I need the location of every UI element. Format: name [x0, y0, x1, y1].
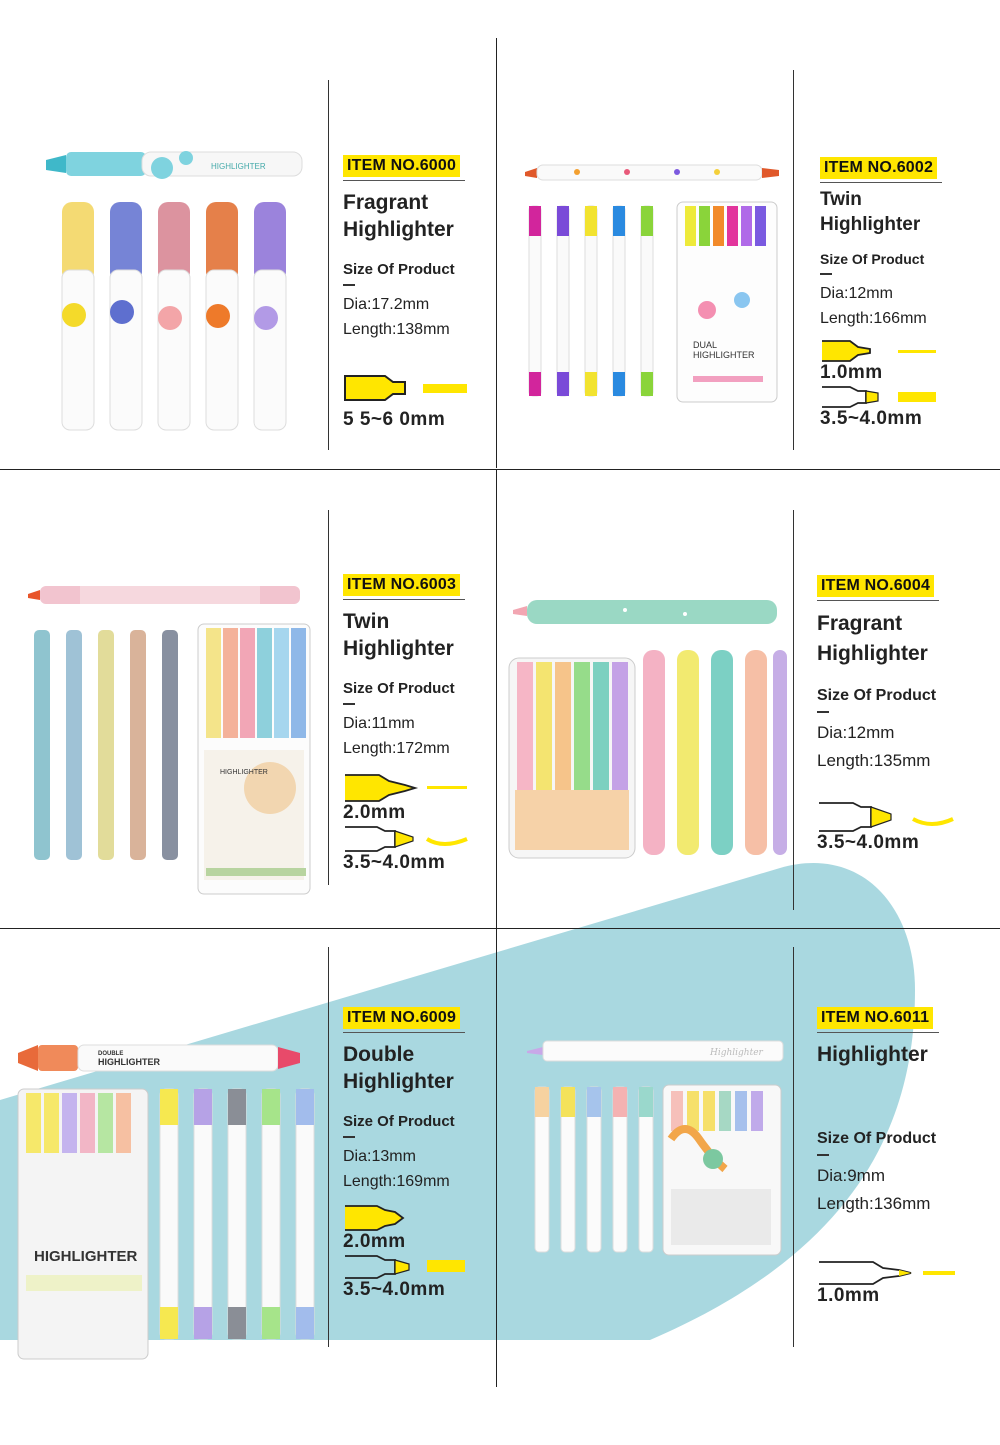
size-heading: Size Of Product	[343, 680, 455, 697]
product-photo-6004	[505, 590, 790, 870]
diameter: Dia:9mm	[817, 1166, 886, 1185]
loose-pens	[34, 630, 178, 860]
info-divider	[328, 947, 329, 1347]
info-divider	[328, 510, 329, 885]
item-number: ITEM NO.6009	[343, 1007, 460, 1029]
tip-size-chisel: 3.5~4.0mm	[343, 1279, 446, 1300]
info-divider	[328, 80, 329, 450]
size-heading: Size Of Product	[817, 687, 937, 704]
tip-size: 5 5~6 0mm	[343, 409, 446, 430]
dash	[343, 703, 355, 705]
info-divider	[793, 510, 794, 910]
product-cell-6003	[0, 470, 496, 928]
chisel-tip-icon	[343, 825, 468, 853]
size-heading: Size Of Product	[817, 1130, 937, 1147]
product-photo-6003	[20, 578, 320, 898]
pen-horizontal	[513, 600, 777, 624]
boxed-set	[18, 1089, 148, 1359]
product-photo-6011	[525, 1039, 787, 1259]
dash	[343, 1136, 355, 1138]
dash	[817, 711, 829, 713]
tip-size-brush: 2.0mm	[343, 802, 406, 823]
boxed-set	[198, 624, 310, 894]
pen-horizontal	[527, 1041, 783, 1061]
length: Length:169mm	[343, 1173, 450, 1190]
pen-blue	[110, 202, 142, 430]
item-number: ITEM NO.6003	[343, 574, 460, 596]
product-cell-6009	[0, 929, 496, 1387]
item-number: ITEM NO.6004	[817, 575, 934, 597]
length: Length:138mm	[343, 321, 450, 338]
tip-size-bullet: 2.0mm	[343, 1231, 406, 1252]
svg-text:HIGHLIGHTER: HIGHLIGHTER	[211, 162, 266, 171]
item-rule	[343, 180, 465, 181]
loose-pens	[535, 1087, 653, 1252]
product-info-6000	[343, 155, 468, 430]
product-info-6011	[817, 1007, 957, 1306]
svg-text:DUAL: DUAL	[693, 340, 718, 350]
product-title: Twin Highlighter	[343, 610, 454, 660]
bullet-tip-icon	[343, 1204, 468, 1232]
product-photo-6009	[8, 1039, 318, 1369]
loose-pens	[160, 1089, 314, 1339]
product-photo-6000	[36, 140, 306, 440]
item-number: ITEM NO.6000	[343, 155, 460, 177]
product-info-6009	[343, 1007, 468, 1300]
boxed-set	[509, 658, 635, 858]
product-info-6004	[817, 575, 957, 853]
grid-divider-row-2	[0, 928, 1000, 929]
tip-size-chisel: 3.5~4.0mm	[343, 852, 446, 873]
chisel-tip-icon	[343, 1254, 468, 1280]
pen-horizontal	[28, 586, 300, 604]
diameter: Dia:11mm	[343, 715, 415, 732]
boxed-set	[663, 1085, 781, 1255]
pen-orange	[206, 202, 238, 430]
product-title: Fragrant Highlighter	[817, 612, 928, 665]
length: Length:135mm	[817, 751, 931, 770]
item-number: ITEM NO.6011	[817, 1007, 933, 1029]
product-info-6002	[820, 157, 942, 429]
dash	[343, 284, 355, 286]
svg-text:DOUBLE: DOUBLE	[98, 1051, 124, 1057]
brush-tip-icon	[343, 773, 468, 803]
length: Length:172mm	[343, 740, 450, 757]
pen-pink	[158, 202, 190, 430]
svg-text:Highlighter: Highlighter	[710, 1048, 763, 1058]
dash	[820, 273, 832, 275]
grid-divider-col-a	[496, 38, 497, 468]
product-cell-6004	[497, 470, 1000, 928]
chisel-tip-icon	[820, 385, 940, 409]
item-rule	[820, 182, 942, 183]
tip-size-fine: 1.0mm	[817, 1285, 880, 1306]
chisel-tip-icon	[817, 801, 957, 833]
size-heading: Size Of Product	[820, 251, 925, 267]
grid-divider-col-b	[496, 470, 497, 928]
product-photo-6002	[517, 150, 782, 410]
info-divider	[793, 947, 794, 1347]
grid-divider-row-1	[0, 469, 1000, 470]
product-cell-6011	[497, 929, 1000, 1387]
product-title: Twin Highlighter	[820, 189, 921, 235]
item-rule	[817, 600, 939, 601]
product-title: Highlighter	[817, 1043, 928, 1066]
chisel-tip-icon	[343, 372, 468, 404]
item-rule	[817, 1032, 939, 1033]
pen-horizontal	[46, 151, 302, 179]
tip-size-fine: 1.0mm	[820, 362, 883, 383]
boxed-set	[677, 202, 777, 402]
svg-text:HIGHLIGHTER: HIGHLIGHTER	[34, 1248, 138, 1265]
product-info-6003	[343, 574, 468, 873]
size-heading: Size Of Product	[343, 1113, 455, 1130]
pen-purple	[254, 202, 286, 430]
item-rule	[343, 599, 465, 600]
svg-text:HIGHLIGHTER: HIGHLIGHTER	[98, 1057, 160, 1067]
fine-tip-icon	[817, 1260, 957, 1286]
product-title: Fragrant Highlighter	[343, 191, 454, 241]
diameter: Dia:12mm	[820, 285, 893, 302]
tip-size-chisel: 3.5~4.0mm	[820, 408, 923, 429]
tip-size-chisel: 3.5~4.0mm	[817, 832, 920, 853]
loose-pens	[529, 206, 653, 396]
length: Length:136mm	[817, 1194, 931, 1213]
dash	[817, 1154, 829, 1156]
loose-pens	[643, 650, 787, 855]
product-cell-6002	[497, 0, 1000, 469]
size-heading: Size Of Product	[343, 261, 455, 278]
length: Length:166mm	[820, 310, 927, 327]
item-rule	[343, 1032, 465, 1033]
pen-horizontal	[525, 165, 779, 180]
diameter: Dia:13mm	[343, 1148, 416, 1165]
grid-divider-col-c	[496, 929, 497, 1387]
diameter: Dia:17.2mm	[343, 296, 430, 313]
info-divider	[793, 70, 794, 450]
fine-tip-icon	[820, 339, 940, 363]
pen-yellow	[62, 202, 94, 430]
product-title: Double Highlighter	[343, 1043, 454, 1093]
svg-text:HIGHLIGHTER: HIGHLIGHTER	[220, 769, 268, 776]
item-number: ITEM NO.6002	[820, 157, 937, 179]
svg-text:HIGHLIGHTER: HIGHLIGHTER	[693, 350, 755, 360]
diameter: Dia:12mm	[817, 723, 895, 742]
pen-horizontal	[18, 1045, 300, 1071]
product-cell-6000	[0, 0, 496, 469]
